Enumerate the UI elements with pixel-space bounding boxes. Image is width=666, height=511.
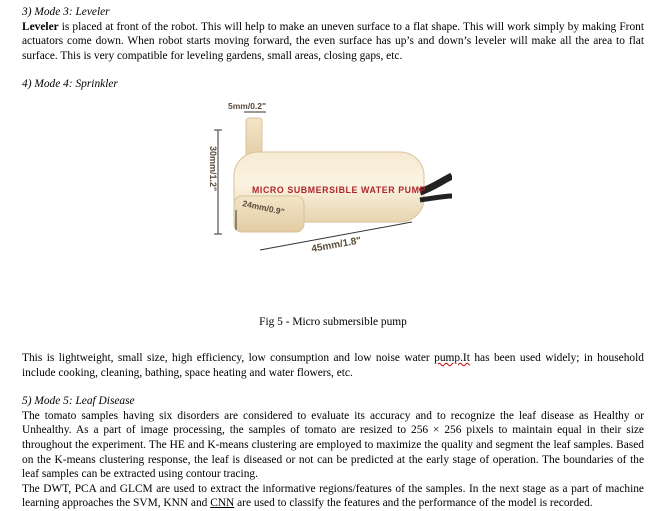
section-4-heading: 4) Mode 4: Sprinkler	[22, 78, 118, 91]
document-page	[22, 0, 644, 511]
dim-mid-label: 24mm/0.9"	[241, 198, 286, 217]
figure-caption: Fig 5 - Micro submersible pump	[259, 315, 407, 328]
section-5-heading: 5) Mode 5: Leaf Disease	[22, 395, 135, 408]
leveler-term: Leveler	[22, 20, 59, 33]
figure-pump	[22, 92, 644, 328]
pump-text-1: This is lightweight, small size, high efficiency, low consumption and low noise water	[22, 351, 435, 364]
section-5-text-a: The DWT, PCA and GLCM are used to extract the informative regions/features of the samples. In the next stage as a part of machine learning approaches the SVM, KNN and	[22, 482, 644, 510]
section-3-heading: 3) Mode 3: Leveler	[22, 6, 110, 18]
dim-top-label: 5mm/0.2"	[228, 100, 267, 111]
pump-paragraph	[22, 351, 644, 380]
section-5-paragraph-1: The tomato samples having six disorders are considered to evaluate its accuracy and to recognize the leaf disease as Healthy or Unhealthy. As a part of image processing, the samples of tomato are resized to 256 × 256 pixels to maintain equal in their size throughout the experiment. The HE and K-means clustering are employed to maximize the quality and segment the leaf samples. Based on the K-means clustering response, the leaf is diseased or not can be predicted at the early stage of operation. The boundaries of the leaf samples can be extracted using contour tracing.	[22, 409, 644, 481]
dim-left-label: 30mm/1.2"	[208, 145, 218, 192]
section-5-text-b: are used to classify the features and the performance of the model is recorded.	[234, 497, 593, 510]
cnn-term: CNN	[210, 497, 235, 510]
section-3-text: is placed at front of the robot. This will help to make an uneven surface to a flat shape. This will work simply by making Front actuators come down. When robot starts moving forward, the even surface has up’s and down’s leveler will make all the area to flat surface. This is very compatible for leveling gardens, small areas, closing gaps, etc.	[22, 20, 644, 62]
dim-bottom-label: 45mm/1.8"	[310, 235, 363, 255]
section-5-paragraph-2	[22, 482, 644, 511]
pump-label-text: MICRO SUBMERSIBLE WATER PUMP	[252, 184, 427, 195]
spelling-flag: pump.It	[434, 351, 470, 364]
section-3-paragraph	[22, 20, 644, 64]
pump-text-2: has been used widely; in household include cooking, cleaning, bathing, space heating and water flowers, etc.	[22, 351, 644, 379]
pump-image	[194, 100, 452, 312]
